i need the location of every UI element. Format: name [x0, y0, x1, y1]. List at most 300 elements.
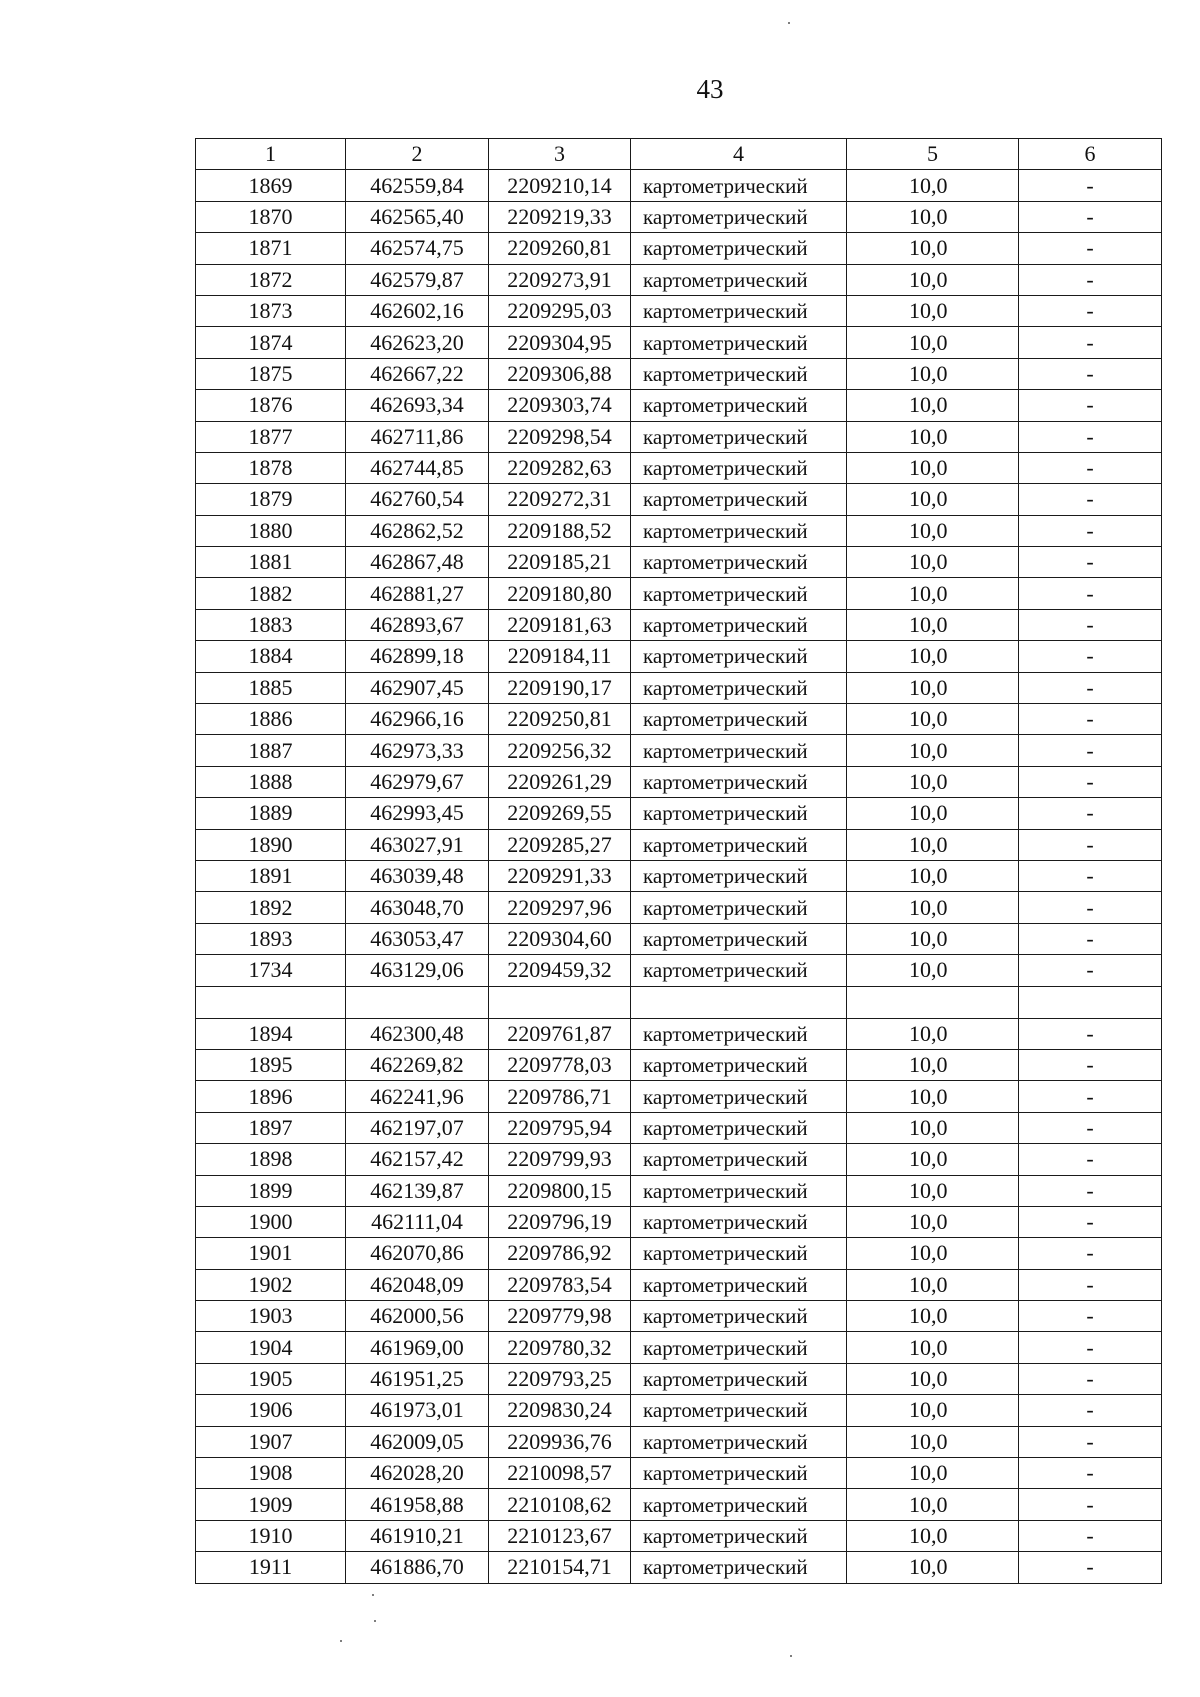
y-coordinate-cell: 2209185,21 — [489, 547, 631, 578]
x-coordinate-cell: 462000,56 — [346, 1301, 489, 1332]
table-row — [196, 1426, 1162, 1457]
point-number-cell: 1902 — [196, 1269, 346, 1300]
y-coordinate-cell: 2209219,33 — [489, 201, 631, 232]
accuracy-cell: 10,0 — [847, 1018, 1019, 1049]
point-number-cell: 1870 — [196, 201, 346, 232]
table-header — [196, 139, 1162, 170]
method-cell: картометрический — [631, 1520, 847, 1551]
note-cell: - — [1019, 264, 1162, 295]
table-row — [196, 1269, 1162, 1300]
method-cell — [631, 986, 847, 1018]
note-cell: - — [1019, 578, 1162, 609]
note-cell: - — [1019, 735, 1162, 766]
point-number-cell: 1910 — [196, 1520, 346, 1551]
note-cell: - — [1019, 295, 1162, 326]
point-number-cell: 1904 — [196, 1332, 346, 1363]
x-coordinate-cell: 463053,47 — [346, 923, 489, 954]
method-cell: картометрический — [631, 1458, 847, 1489]
point-number-cell: 1881 — [196, 547, 346, 578]
note-cell: - — [1019, 1049, 1162, 1080]
accuracy-cell: 10,0 — [847, 892, 1019, 923]
x-coordinate-cell: 462893,67 — [346, 609, 489, 640]
accuracy-cell: 10,0 — [847, 766, 1019, 797]
x-coordinate-cell: 461951,25 — [346, 1363, 489, 1394]
x-coordinate-cell: 462711,86 — [346, 421, 489, 452]
header-col-3: 3 — [489, 139, 631, 170]
accuracy-cell: 10,0 — [847, 515, 1019, 546]
note-cell: - — [1019, 860, 1162, 891]
point-number-cell: 1871 — [196, 233, 346, 264]
x-coordinate-cell: 462009,05 — [346, 1426, 489, 1457]
note-cell: - — [1019, 766, 1162, 797]
accuracy-cell: 10,0 — [847, 955, 1019, 986]
y-coordinate-cell: 2209783,54 — [489, 1269, 631, 1300]
x-coordinate-cell: 462565,40 — [346, 201, 489, 232]
method-cell: картометрический — [631, 1175, 847, 1206]
method-cell: картометрический — [631, 672, 847, 703]
method-cell: картометрический — [631, 798, 847, 829]
y-coordinate-cell: 2209304,95 — [489, 327, 631, 358]
table-row — [196, 829, 1162, 860]
point-number-cell: 1878 — [196, 452, 346, 483]
point-number-cell: 1734 — [196, 955, 346, 986]
note-cell: - — [1019, 1520, 1162, 1551]
note-cell: - — [1019, 515, 1162, 546]
y-coordinate-cell: 2209796,19 — [489, 1206, 631, 1237]
y-coordinate-cell: 2210098,57 — [489, 1458, 631, 1489]
method-cell: картометрический — [631, 1112, 847, 1143]
x-coordinate-cell: 462867,48 — [346, 547, 489, 578]
method-cell: картометрический — [631, 201, 847, 232]
note-cell: - — [1019, 641, 1162, 672]
point-number-cell: 1899 — [196, 1175, 346, 1206]
method-cell: картометрический — [631, 295, 847, 326]
x-coordinate-cell: 462070,86 — [346, 1238, 489, 1269]
note-cell: - — [1019, 421, 1162, 452]
table-row — [196, 1238, 1162, 1269]
table-row — [196, 578, 1162, 609]
y-coordinate-cell: 2209184,11 — [489, 641, 631, 672]
scan-speck — [374, 1620, 376, 1622]
x-coordinate-cell: 462760,54 — [346, 484, 489, 515]
note-cell: - — [1019, 1489, 1162, 1520]
note-cell: - — [1019, 1144, 1162, 1175]
method-cell: картометрический — [631, 578, 847, 609]
accuracy-cell — [847, 986, 1019, 1018]
x-coordinate-cell — [346, 986, 489, 1018]
accuracy-cell: 10,0 — [847, 264, 1019, 295]
point-number-cell: 1877 — [196, 421, 346, 452]
accuracy-cell: 10,0 — [847, 547, 1019, 578]
x-coordinate-cell: 461886,70 — [346, 1552, 489, 1583]
x-coordinate-cell: 461958,88 — [346, 1489, 489, 1520]
method-cell: картометрический — [631, 1269, 847, 1300]
table-row — [196, 327, 1162, 358]
note-cell: - — [1019, 1175, 1162, 1206]
accuracy-cell: 10,0 — [847, 170, 1019, 201]
y-coordinate-cell — [489, 986, 631, 1018]
point-number-cell: 1911 — [196, 1552, 346, 1583]
point-number-cell: 1876 — [196, 390, 346, 421]
y-coordinate-cell: 2209250,81 — [489, 704, 631, 735]
table-row — [196, 1018, 1162, 1049]
y-coordinate-cell: 2209761,87 — [489, 1018, 631, 1049]
y-coordinate-cell: 2209298,54 — [489, 421, 631, 452]
y-coordinate-cell: 2209786,92 — [489, 1238, 631, 1269]
accuracy-cell: 10,0 — [847, 295, 1019, 326]
note-cell: - — [1019, 1363, 1162, 1394]
y-coordinate-cell: 2209181,63 — [489, 609, 631, 640]
point-number-cell: 1891 — [196, 860, 346, 891]
method-cell: картометрический — [631, 1144, 847, 1175]
y-coordinate-cell: 2209190,17 — [489, 672, 631, 703]
table-row — [196, 390, 1162, 421]
method-cell: картометрический — [631, 1018, 847, 1049]
method-cell: картометрический — [631, 484, 847, 515]
table-row — [196, 735, 1162, 766]
point-number-cell: 1882 — [196, 578, 346, 609]
note-cell: - — [1019, 201, 1162, 232]
point-number-cell: 1889 — [196, 798, 346, 829]
point-number-cell: 1873 — [196, 295, 346, 326]
x-coordinate-cell: 462241,96 — [346, 1081, 489, 1112]
note-cell: - — [1019, 955, 1162, 986]
y-coordinate-cell: 2210108,62 — [489, 1489, 631, 1520]
method-cell: картометрический — [631, 1426, 847, 1457]
table-row — [196, 1112, 1162, 1143]
x-coordinate-cell: 462300,48 — [346, 1018, 489, 1049]
x-coordinate-cell: 463027,91 — [346, 829, 489, 860]
accuracy-cell: 10,0 — [847, 233, 1019, 264]
accuracy-cell: 10,0 — [847, 1520, 1019, 1551]
table-row — [196, 1489, 1162, 1520]
point-number-cell: 1900 — [196, 1206, 346, 1237]
point-number-cell: 1874 — [196, 327, 346, 358]
x-coordinate-cell: 461973,01 — [346, 1395, 489, 1426]
x-coordinate-cell: 462881,27 — [346, 578, 489, 609]
y-coordinate-cell: 2209295,03 — [489, 295, 631, 326]
note-cell: - — [1019, 1238, 1162, 1269]
point-number-cell: 1898 — [196, 1144, 346, 1175]
x-coordinate-cell: 462693,34 — [346, 390, 489, 421]
table-row — [196, 1301, 1162, 1332]
table-row — [196, 1363, 1162, 1394]
note-cell: - — [1019, 798, 1162, 829]
table-row — [196, 1049, 1162, 1080]
y-coordinate-cell: 2209780,32 — [489, 1332, 631, 1363]
page-number: 43 — [696, 74, 724, 104]
scan-speck — [340, 1640, 342, 1642]
accuracy-cell: 10,0 — [847, 421, 1019, 452]
method-cell: картометрический — [631, 390, 847, 421]
x-coordinate-cell: 461910,21 — [346, 1520, 489, 1551]
method-cell: картометрический — [631, 766, 847, 797]
accuracy-cell: 10,0 — [847, 641, 1019, 672]
y-coordinate-cell: 2209800,15 — [489, 1175, 631, 1206]
accuracy-cell: 10,0 — [847, 1081, 1019, 1112]
x-coordinate-cell: 462993,45 — [346, 798, 489, 829]
x-coordinate-cell: 462623,20 — [346, 327, 489, 358]
table-row — [196, 704, 1162, 735]
x-coordinate-cell: 462579,87 — [346, 264, 489, 295]
method-cell: картометрический — [631, 1363, 847, 1394]
point-number-cell: 1884 — [196, 641, 346, 672]
point-number-cell: 1894 — [196, 1018, 346, 1049]
header-col-1: 1 — [196, 139, 346, 170]
accuracy-cell: 10,0 — [847, 1489, 1019, 1520]
header-col-4: 4 — [631, 139, 847, 170]
table-row — [196, 1332, 1162, 1363]
point-number-cell: 1875 — [196, 358, 346, 389]
note-cell: - — [1019, 484, 1162, 515]
table-row — [196, 201, 1162, 232]
accuracy-cell: 10,0 — [847, 1332, 1019, 1363]
point-number-cell: 1907 — [196, 1426, 346, 1457]
y-coordinate-cell: 2209291,33 — [489, 860, 631, 891]
note-cell: - — [1019, 390, 1162, 421]
table-row — [196, 170, 1162, 201]
point-number-cell: 1896 — [196, 1081, 346, 1112]
header-col-2: 2 — [346, 139, 489, 170]
accuracy-cell: 10,0 — [847, 201, 1019, 232]
table-row — [196, 892, 1162, 923]
accuracy-cell: 10,0 — [847, 358, 1019, 389]
accuracy-cell: 10,0 — [847, 578, 1019, 609]
table-row — [196, 609, 1162, 640]
point-number-cell: 1906 — [196, 1395, 346, 1426]
method-cell: картометрический — [631, 860, 847, 891]
note-cell: - — [1019, 892, 1162, 923]
table-row — [196, 264, 1162, 295]
x-coordinate-cell: 462602,16 — [346, 295, 489, 326]
y-coordinate-cell: 2209261,29 — [489, 766, 631, 797]
y-coordinate-cell: 2209256,32 — [489, 735, 631, 766]
y-coordinate-cell: 2209273,91 — [489, 264, 631, 295]
point-number-cell: 1880 — [196, 515, 346, 546]
accuracy-cell: 10,0 — [847, 327, 1019, 358]
y-coordinate-cell: 2209936,76 — [489, 1426, 631, 1457]
table-row — [196, 452, 1162, 483]
note-cell: - — [1019, 1301, 1162, 1332]
point-number-cell: 1905 — [196, 1363, 346, 1394]
method-cell: картометрический — [631, 829, 847, 860]
scan-speck — [788, 22, 790, 24]
method-cell: картометрический — [631, 452, 847, 483]
accuracy-cell: 10,0 — [847, 1175, 1019, 1206]
scan-speck — [790, 1655, 792, 1657]
y-coordinate-cell: 2209779,98 — [489, 1301, 631, 1332]
method-cell: картометрический — [631, 1238, 847, 1269]
accuracy-cell: 10,0 — [847, 390, 1019, 421]
method-cell: картометрический — [631, 1206, 847, 1237]
method-cell: картометрический — [631, 1552, 847, 1583]
point-number-cell: 1909 — [196, 1489, 346, 1520]
table-row — [196, 421, 1162, 452]
method-cell: картометрический — [631, 1049, 847, 1080]
y-coordinate-cell: 2209793,25 — [489, 1363, 631, 1394]
accuracy-cell: 10,0 — [847, 484, 1019, 515]
method-cell: картометрический — [631, 1489, 847, 1520]
y-coordinate-cell: 2210154,71 — [489, 1552, 631, 1583]
point-number-cell: 1879 — [196, 484, 346, 515]
method-cell: картометрический — [631, 515, 847, 546]
y-coordinate-cell: 2209282,63 — [489, 452, 631, 483]
method-cell: картометрический — [631, 609, 847, 640]
x-coordinate-cell: 462559,84 — [346, 170, 489, 201]
accuracy-cell: 10,0 — [847, 798, 1019, 829]
x-coordinate-cell: 463039,48 — [346, 860, 489, 891]
x-coordinate-cell: 462048,09 — [346, 1269, 489, 1300]
y-coordinate-cell: 2209272,31 — [489, 484, 631, 515]
point-number-cell: 1872 — [196, 264, 346, 295]
method-cell: картометрический — [631, 358, 847, 389]
method-cell: картометрический — [631, 735, 847, 766]
y-coordinate-cell: 2209303,74 — [489, 390, 631, 421]
accuracy-cell: 10,0 — [847, 1049, 1019, 1080]
method-cell: картометрический — [631, 892, 847, 923]
y-coordinate-cell: 2209260,81 — [489, 233, 631, 264]
point-number-cell: 1890 — [196, 829, 346, 860]
table-row — [196, 798, 1162, 829]
note-cell: - — [1019, 704, 1162, 735]
accuracy-cell: 10,0 — [847, 1301, 1019, 1332]
note-cell: - — [1019, 358, 1162, 389]
note-cell: - — [1019, 923, 1162, 954]
scan-speck — [372, 1594, 374, 1596]
note-cell: - — [1019, 1458, 1162, 1489]
note-cell: - — [1019, 1269, 1162, 1300]
table-row — [196, 641, 1162, 672]
x-coordinate-cell: 463129,06 — [346, 955, 489, 986]
method-cell: картометрический — [631, 233, 847, 264]
table-row — [196, 295, 1162, 326]
method-cell: картометрический — [631, 955, 847, 986]
x-coordinate-cell: 462973,33 — [346, 735, 489, 766]
note-cell: - — [1019, 547, 1162, 578]
table-body — [196, 170, 1162, 1583]
x-coordinate-cell: 462197,07 — [346, 1112, 489, 1143]
point-number-cell: 1886 — [196, 704, 346, 735]
x-coordinate-cell: 462744,85 — [346, 452, 489, 483]
method-cell: картометрический — [631, 327, 847, 358]
method-cell: картометрический — [631, 170, 847, 201]
note-cell: - — [1019, 452, 1162, 483]
table-row — [196, 1144, 1162, 1175]
y-coordinate-cell: 2209786,71 — [489, 1081, 631, 1112]
note-cell: - — [1019, 1332, 1162, 1363]
x-coordinate-cell: 462667,22 — [346, 358, 489, 389]
accuracy-cell: 10,0 — [847, 1458, 1019, 1489]
accuracy-cell: 10,0 — [847, 1206, 1019, 1237]
y-coordinate-cell: 2209188,52 — [489, 515, 631, 546]
y-coordinate-cell: 2209210,14 — [489, 170, 631, 201]
x-coordinate-cell: 462139,87 — [346, 1175, 489, 1206]
table-row — [196, 358, 1162, 389]
note-cell: - — [1019, 1395, 1162, 1426]
table-row — [196, 672, 1162, 703]
accuracy-cell: 10,0 — [847, 609, 1019, 640]
y-coordinate-cell: 2209306,88 — [489, 358, 631, 389]
note-cell: - — [1019, 609, 1162, 640]
accuracy-cell: 10,0 — [847, 1269, 1019, 1300]
point-number-cell: 1892 — [196, 892, 346, 923]
x-coordinate-cell: 462028,20 — [346, 1458, 489, 1489]
accuracy-cell: 10,0 — [847, 1426, 1019, 1457]
header-col-5: 5 — [847, 139, 1019, 170]
x-coordinate-cell: 462157,42 — [346, 1144, 489, 1175]
accuracy-cell: 10,0 — [847, 923, 1019, 954]
x-coordinate-cell: 463048,70 — [346, 892, 489, 923]
method-cell: картометрический — [631, 264, 847, 295]
x-coordinate-cell: 462966,16 — [346, 704, 489, 735]
table-row — [196, 860, 1162, 891]
header-col-6: 6 — [1019, 139, 1162, 170]
y-coordinate-cell: 2209269,55 — [489, 798, 631, 829]
method-cell: картометрический — [631, 1081, 847, 1112]
note-cell: - — [1019, 1552, 1162, 1583]
table-row — [196, 547, 1162, 578]
point-number-cell: 1883 — [196, 609, 346, 640]
accuracy-cell: 10,0 — [847, 1112, 1019, 1143]
note-cell: - — [1019, 1081, 1162, 1112]
point-number-cell: 1888 — [196, 766, 346, 797]
table-row — [196, 1206, 1162, 1237]
accuracy-cell: 10,0 — [847, 1395, 1019, 1426]
note-cell — [1019, 986, 1162, 1018]
x-coordinate-cell: 462907,45 — [346, 672, 489, 703]
accuracy-cell: 10,0 — [847, 829, 1019, 860]
y-coordinate-cell: 2209830,24 — [489, 1395, 631, 1426]
note-cell: - — [1019, 233, 1162, 264]
y-coordinate-cell: 2209297,96 — [489, 892, 631, 923]
table-row — [196, 1175, 1162, 1206]
y-coordinate-cell: 2209180,80 — [489, 578, 631, 609]
point-number-cell: 1869 — [196, 170, 346, 201]
table-row — [196, 923, 1162, 954]
point-number-cell: 1908 — [196, 1458, 346, 1489]
method-cell: картометрический — [631, 704, 847, 735]
note-cell: - — [1019, 1112, 1162, 1143]
method-cell: картометрический — [631, 421, 847, 452]
accuracy-cell: 10,0 — [847, 704, 1019, 735]
table-row — [196, 515, 1162, 546]
note-cell: - — [1019, 1018, 1162, 1049]
table-row — [196, 1081, 1162, 1112]
table-row — [196, 233, 1162, 264]
method-cell: картометрический — [631, 547, 847, 578]
point-number-cell: 1903 — [196, 1301, 346, 1332]
accuracy-cell: 10,0 — [847, 1144, 1019, 1175]
accuracy-cell: 10,0 — [847, 452, 1019, 483]
x-coordinate-cell: 462862,52 — [346, 515, 489, 546]
y-coordinate-cell: 2209285,27 — [489, 829, 631, 860]
x-coordinate-cell: 462111,04 — [346, 1206, 489, 1237]
y-coordinate-cell: 2209799,93 — [489, 1144, 631, 1175]
y-coordinate-cell: 2209795,94 — [489, 1112, 631, 1143]
y-coordinate-cell: 2209778,03 — [489, 1049, 631, 1080]
y-coordinate-cell: 2209459,32 — [489, 955, 631, 986]
note-cell: - — [1019, 1426, 1162, 1457]
note-cell: - — [1019, 1206, 1162, 1237]
header-row — [196, 139, 1162, 170]
coordinates-table — [195, 138, 1162, 1584]
x-coordinate-cell: 462574,75 — [346, 233, 489, 264]
y-coordinate-cell: 2210123,67 — [489, 1520, 631, 1551]
method-cell: картометрический — [631, 1395, 847, 1426]
table-row — [196, 1520, 1162, 1551]
x-coordinate-cell: 462269,82 — [346, 1049, 489, 1080]
point-number-cell: 1885 — [196, 672, 346, 703]
